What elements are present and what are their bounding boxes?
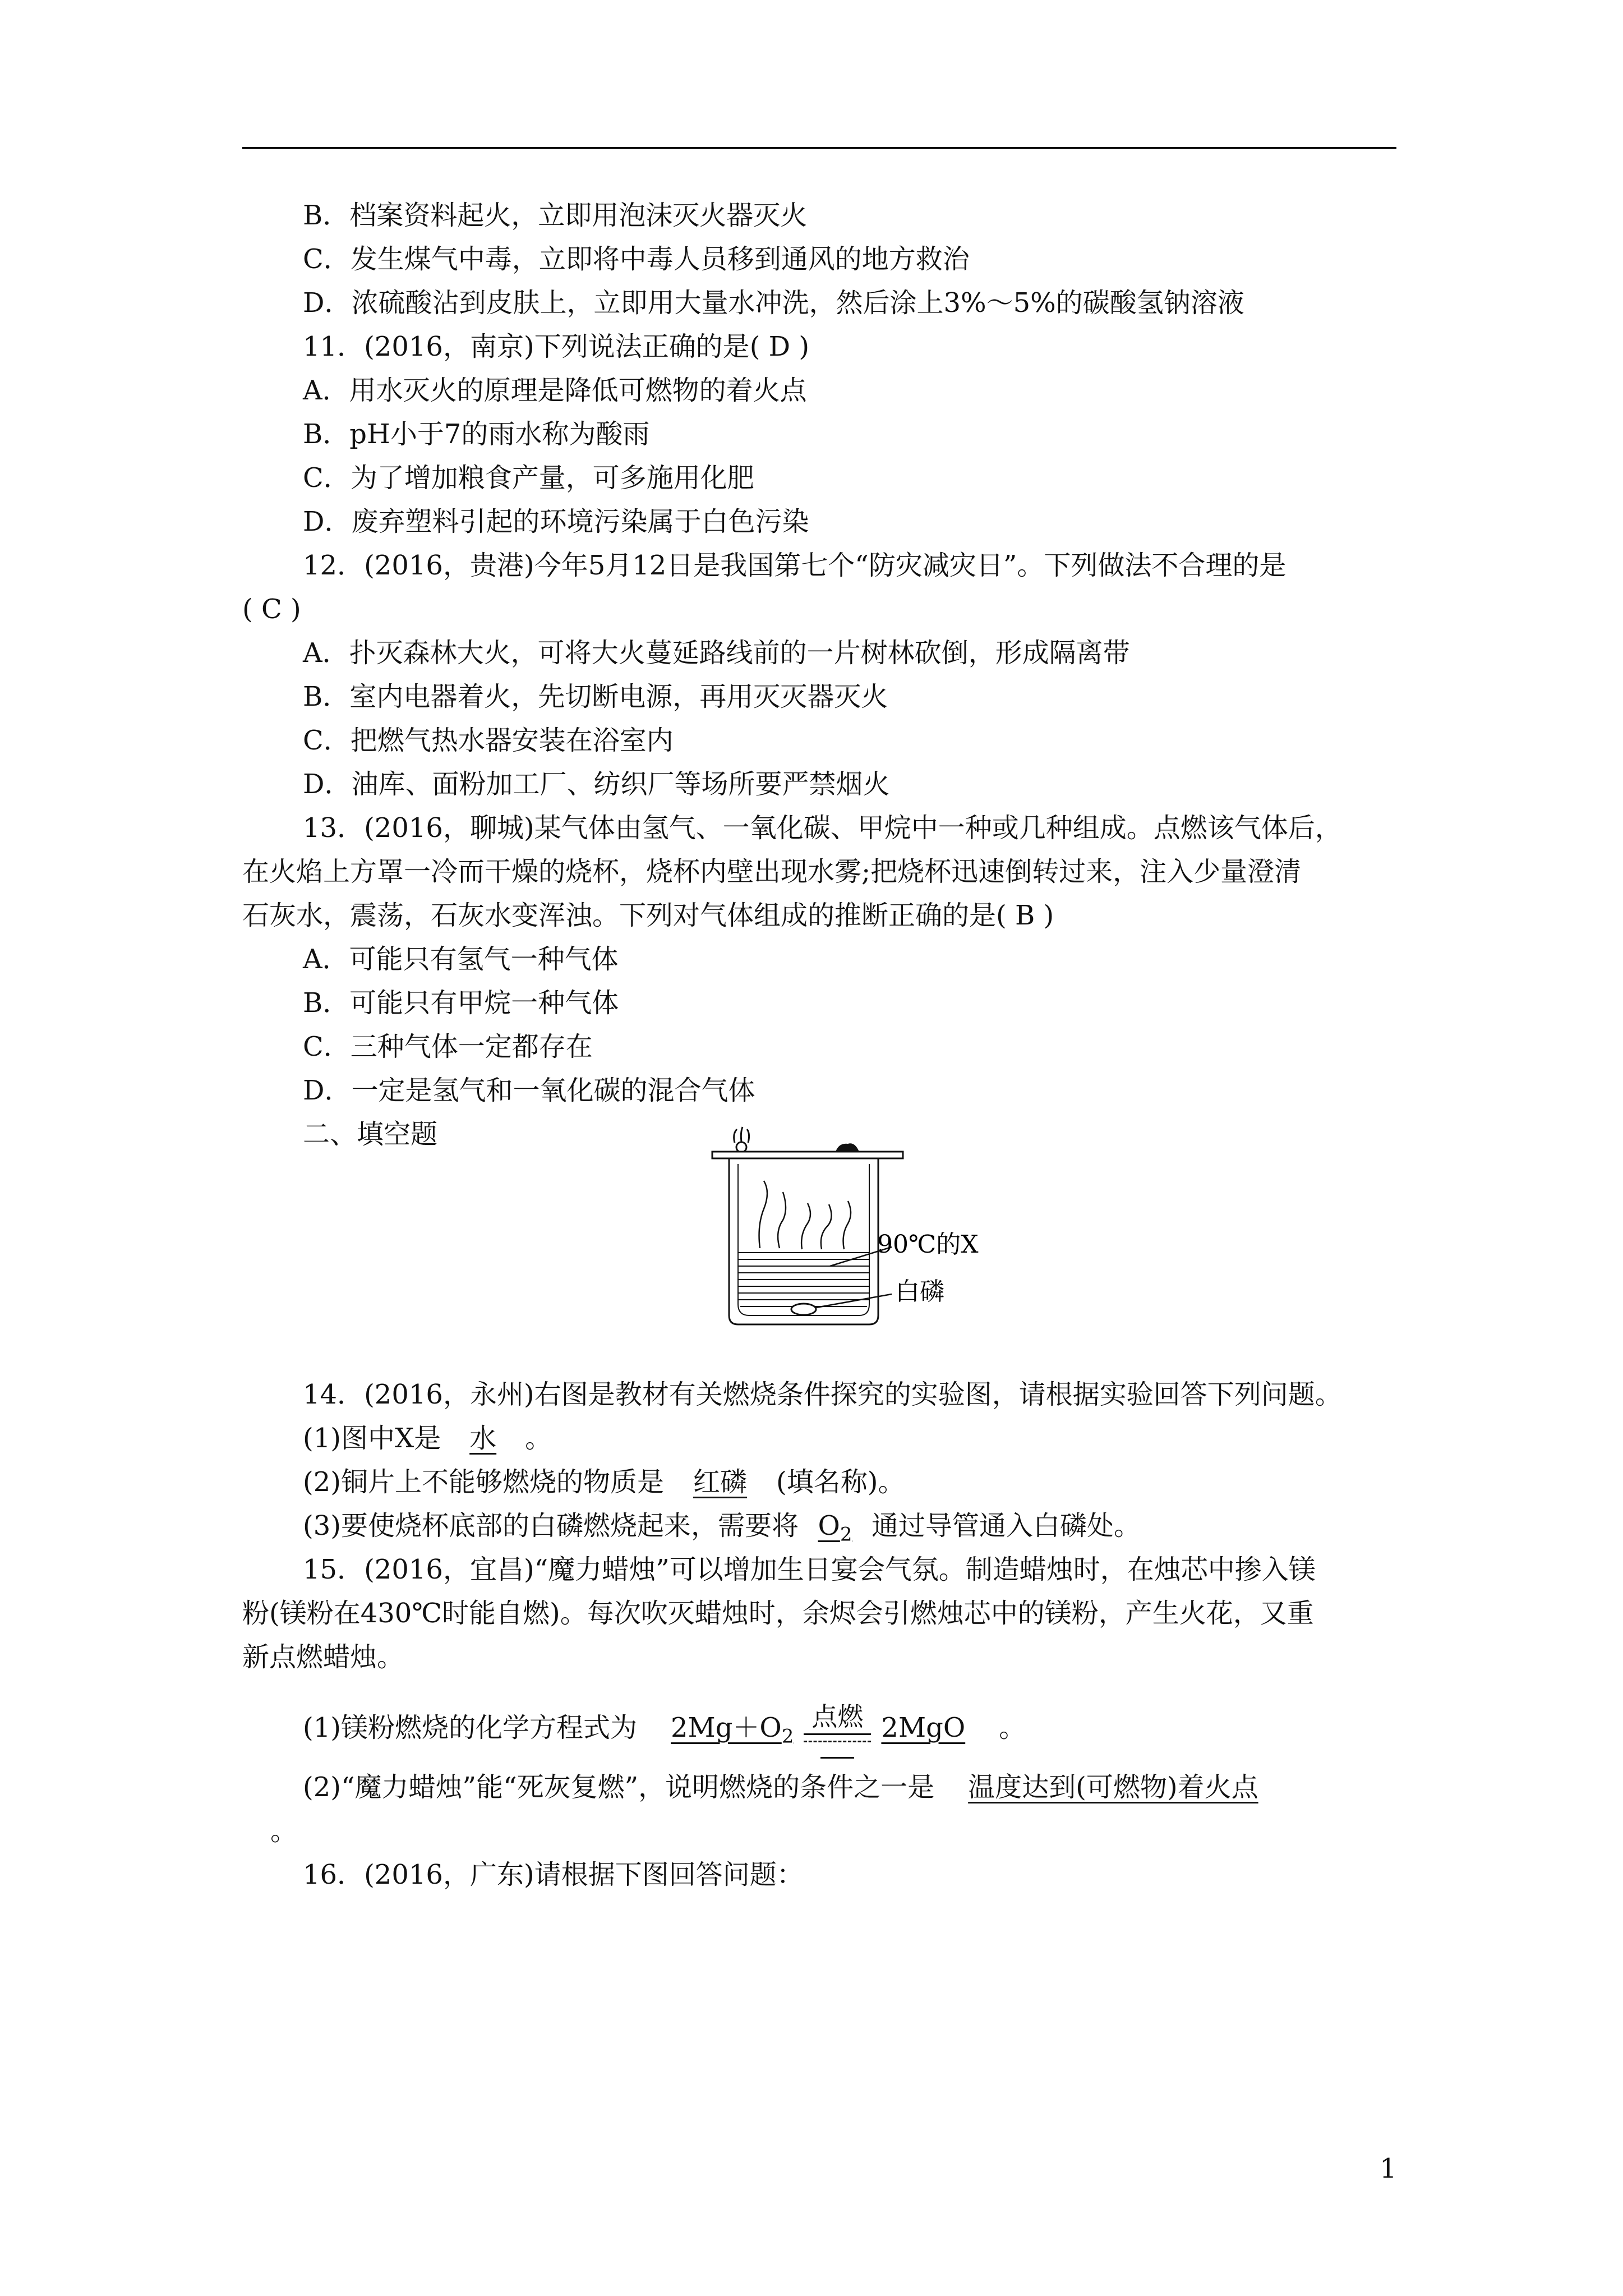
label-x: 90℃的X	[877, 1230, 979, 1259]
copper-plate	[712, 1152, 903, 1158]
q14-part-2-text: (2)铜片上不能够燃烧的物质是	[303, 1466, 664, 1498]
q14-part-2-end: (填名称)。	[776, 1466, 905, 1498]
q15-part-2	[303, 1769, 1258, 1805]
q13-option-d: D．一定是氢气和一氧化碳的混合气体	[303, 1075, 755, 1106]
q12-option-d: D．油库、面粉加工厂、纺织厂等场所要严禁烟火	[303, 769, 890, 800]
q14-part-3-end: 通过导管通入白磷处。	[872, 1510, 1141, 1542]
q15-equation-lhs-text: 2Mg＋O	[671, 1712, 782, 1743]
q14-stem: 14．(2016，永州)右图是教材有关燃烧条件探究的实验图，请根据实验回答下列问题。	[303, 1379, 1342, 1410]
q15-equation-rhs: 2MgO	[881, 1712, 966, 1743]
q11-option-d: D．废弃塑料引起的环境污染属于白色污染	[303, 506, 809, 537]
q14-part-1-end: 。	[525, 1423, 552, 1454]
q15-part-2-answer: 温度达到(可燃物)着火点	[968, 1772, 1258, 1803]
q15-stem-3: 新点燃蜡烛。	[242, 1641, 404, 1673]
q14-part-3	[303, 1508, 1141, 1553]
q14-part-2-answer: 红磷	[693, 1466, 747, 1498]
vapor-swirls	[759, 1181, 851, 1249]
q11-option-b: B．pH小于7的雨水称为酸雨	[303, 418, 650, 450]
q15-part-1	[303, 1694, 1026, 1761]
q14-part-2	[303, 1464, 905, 1500]
q10-option-b: B．档案资料起火，立即用泡沫灭火器灭火	[303, 200, 808, 231]
q15-part-2-end: 。	[270, 1815, 298, 1847]
burning-white-phosphorus-icon	[734, 1127, 749, 1152]
q14-part-1	[303, 1420, 552, 1456]
q14-part-1-answer: 水	[469, 1423, 497, 1454]
q10-option-d: D．浓硫酸沾到皮肤上，立即用大量水冲洗，然后涂上3%～5%的碳酸氢钠溶液	[303, 287, 1244, 319]
q14-part-3-answer-sub: 2	[840, 1523, 852, 1546]
q10-option-c: C．发生煤气中毒，立即将中毒人员移到通风的地方救治	[303, 243, 970, 275]
q14-part-3-answer	[799, 1508, 872, 1553]
reaction-arrow-line	[804, 1733, 871, 1735]
red-phosphorus-icon	[836, 1143, 859, 1152]
q13-option-a: A．可能只有氢气一种气体	[303, 944, 619, 975]
reaction-arrow-dash	[804, 1741, 871, 1742]
q13-stem-3: 石灰水，震荡，石灰水变浑浊。下列对气体组成的推断正确的是( B )	[242, 900, 1054, 931]
reaction-condition	[804, 1701, 871, 1759]
q12-option-b: B．室内电器着火，先切断电源，再用灭灭器灭火	[303, 681, 888, 712]
q15-stem-1: 15．(2016，宜昌)“魔力蜡烛”可以增加生日宴会气氛。制造蜡烛时，在烛芯中掺入镁	[303, 1554, 1316, 1585]
q15-part-2-text: (2)“魔力蜡烛”能“死灰复燃”，说明燃烧的条件之一是	[303, 1772, 935, 1803]
q13-stem-2: 在火焰上方罩一冷而干燥的烧杯，烧杯内壁出现水雾;把烧杯迅速倒转过来，注入少量澄清	[242, 856, 1302, 887]
q11-option-a: A．用水灭火的原理是降低可燃物的着火点	[303, 375, 807, 406]
section-heading: 二、填空题	[303, 1119, 438, 1150]
q13-option-c: C．三种气体一定都存在	[303, 1031, 593, 1062]
reaction-condition-text: 点燃	[811, 1701, 864, 1732]
q12-answer: ( C )	[242, 593, 301, 625]
combustion-experiment-figure	[701, 1125, 993, 1332]
submerged-white-phosphorus-icon	[791, 1304, 816, 1315]
q11-option-c: C．为了增加粮食产量，可多施用化肥	[303, 462, 754, 494]
q14-part-1-text: (1)图中X是	[303, 1423, 441, 1454]
q15-part-1-end: 。	[999, 1712, 1026, 1743]
label-white-phosphorus: 白磷	[895, 1277, 944, 1306]
q16-stem: 16．(2016，广东)请根据下图回答问题：	[303, 1859, 804, 1890]
page-number: 1	[1380, 2153, 1397, 2184]
header-rule	[242, 147, 1396, 149]
q15-part-1-text: (1)镁粉燃烧的化学方程式为	[303, 1712, 637, 1743]
q14-part-3-text: (3)要使烧杯底部的白磷燃烧起来，需要将	[303, 1510, 799, 1542]
q15-part-2-cont	[242, 1813, 297, 1849]
q15-stem-2: 粉(镁粉在430℃时能自燃)。每次吹灭蜡烛时，余烬会引燃烛芯中的镁粉，产生火花，又重	[242, 1598, 1314, 1629]
reaction-arrow-tail	[820, 1757, 854, 1759]
q12-stem: 12．(2016，贵港)今年5月12日是我国第七个“防灾减灾日”。下列做法不合理的是	[303, 550, 1287, 581]
q13-option-b: B．可能只有甲烷一种气体	[303, 987, 619, 1019]
q12-option-a: A．扑灭森林大火，可将大火蔓延路线前的一片树林砍倒，形成隔离带	[303, 637, 1130, 669]
q15-equation-lhs	[637, 1694, 794, 1770]
q11-stem: 11．(2016，南京)下列说法正确的是( D )	[303, 331, 810, 362]
q12-option-c: C．把燃气热水器安装在浴室内	[303, 725, 674, 756]
q14-part-3-answer-o: O	[818, 1510, 840, 1542]
q15-equation-lhs-sub: 2	[781, 1725, 794, 1748]
q13-stem-1: 13．(2016，聊城)某气体由氢气、一氧化碳、甲烷中一种或几种组成。点燃该气体后，	[303, 812, 1342, 844]
